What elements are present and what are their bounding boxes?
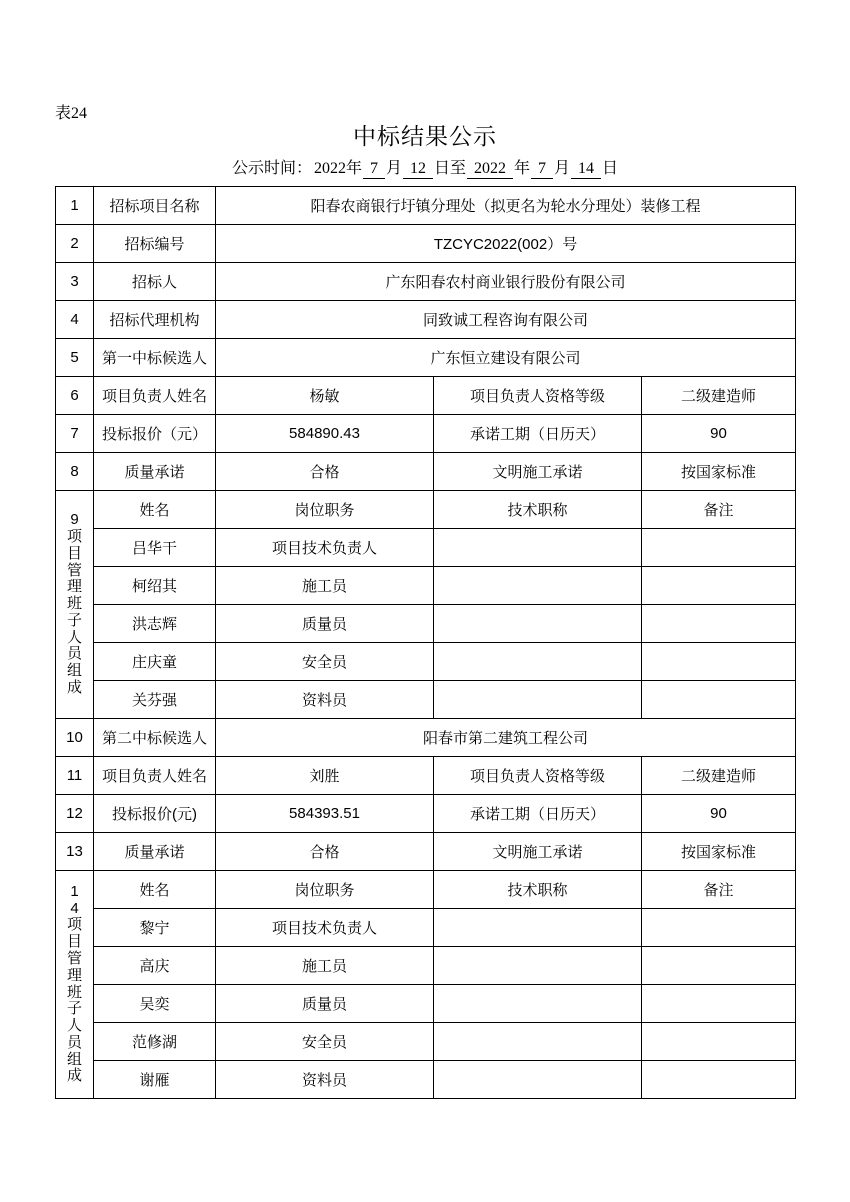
row-value: 584890.43 [216, 415, 434, 453]
member-name: 高庆 [94, 947, 216, 985]
member-name: 庄庆童 [94, 643, 216, 681]
row-value: 同致诚工程咨询有限公司 [216, 301, 796, 339]
table-row [56, 1061, 796, 1099]
member-remark [642, 643, 796, 681]
row-label: 项目负责人姓名 [94, 757, 216, 795]
row-value: 阳春农商银行圩镇分理处（拟更名为轮水分理处）装修工程 [216, 187, 796, 225]
row-value-2: 按国家标准 [642, 453, 796, 491]
table-row [56, 187, 796, 225]
member-title [434, 985, 642, 1023]
notice-prefix: 公示时间： [231, 160, 312, 177]
member-title [434, 1023, 642, 1061]
member-post: 资料员 [216, 681, 434, 719]
table-row [56, 567, 796, 605]
row-label: 质量承诺 [94, 833, 216, 871]
row-index: 3 [56, 263, 94, 301]
row-label-2: 文明施工承诺 [434, 453, 642, 491]
table-row [56, 529, 796, 567]
table-row [56, 605, 796, 643]
row-label: 招标项目名称 [94, 187, 216, 225]
member-post: 项目技术负责人 [216, 909, 434, 947]
member-remark [642, 909, 796, 947]
team-header-post: 岗位职务 [216, 491, 434, 529]
member-remark [642, 529, 796, 567]
team-header-remark: 备注 [642, 491, 796, 529]
member-title [434, 681, 642, 719]
notice-day1-unit: 日至 [433, 160, 466, 177]
row-label: 招标人 [94, 263, 216, 301]
team-vertical-label [56, 871, 94, 1099]
table-row [56, 833, 796, 871]
member-title [434, 643, 642, 681]
member-remark [642, 1061, 796, 1099]
row-index: 2 [56, 225, 94, 263]
row-label: 投标报价(元) [94, 795, 216, 833]
table-row [56, 681, 796, 719]
row-value-2: 二级建造师 [642, 757, 796, 795]
member-remark [642, 681, 796, 719]
notice-year1: 2022年 [313, 160, 362, 177]
row-value: 584393.51 [216, 795, 434, 833]
member-remark [642, 567, 796, 605]
notice-period [0, 155, 850, 179]
row-label: 招标代理机构 [94, 301, 216, 339]
table-row [56, 301, 796, 339]
table-row [56, 871, 796, 909]
team-vertical-label-body: 项目管理班子人员组成 [67, 527, 83, 697]
row-label-2: 承诺工期（日历天） [434, 415, 642, 453]
notice-month2: 7 [531, 160, 553, 179]
member-title [434, 567, 642, 605]
team-vertical-label [56, 491, 94, 719]
row-index: 5 [56, 339, 94, 377]
row-label: 第一中标候选人 [94, 339, 216, 377]
notice-month2-unit: 月 [554, 160, 571, 177]
table-row [56, 415, 796, 453]
notice-month1: 7 [363, 160, 385, 179]
row-value-2: 90 [642, 415, 796, 453]
member-title [434, 529, 642, 567]
member-post: 安全员 [216, 643, 434, 681]
table-row [56, 263, 796, 301]
row-label-2: 项目负责人资格等级 [434, 757, 642, 795]
row-value: 合格 [216, 453, 434, 491]
table-row [56, 795, 796, 833]
member-post: 安全员 [216, 1023, 434, 1061]
row-index: 11 [56, 757, 94, 795]
member-name: 吴奕 [94, 985, 216, 1023]
member-post: 施工员 [216, 947, 434, 985]
table-row [56, 643, 796, 681]
member-remark [642, 947, 796, 985]
row-value-2: 按国家标准 [642, 833, 796, 871]
row-index: 1 [56, 187, 94, 225]
row-label-2: 文明施工承诺 [434, 833, 642, 871]
team-header-name: 姓名 [94, 871, 216, 909]
member-post: 质量员 [216, 605, 434, 643]
table-row [56, 453, 796, 491]
member-name: 黎宁 [94, 909, 216, 947]
member-remark [642, 1023, 796, 1061]
notice-year2: 2022 [467, 160, 513, 179]
member-name: 谢雁 [94, 1061, 216, 1099]
bid-result-table [55, 186, 796, 1099]
row-index: 12 [56, 795, 94, 833]
team-header-title: 技术职称 [434, 491, 642, 529]
member-title [434, 947, 642, 985]
notice-day2-unit: 日 [602, 160, 619, 177]
team-vertical-label-body: 项目管理班子人员组成 [67, 916, 83, 1085]
row-value: 阳春市第二建筑工程公司 [216, 719, 796, 757]
team-vertical-label-text: 14 [70, 882, 79, 917]
row-label: 质量承诺 [94, 453, 216, 491]
row-label-2: 承诺工期（日历天） [434, 795, 642, 833]
team-header-post: 岗位职务 [216, 871, 434, 909]
row-index: 10 [56, 719, 94, 757]
table-row [56, 1023, 796, 1061]
team-header-remark: 备注 [642, 871, 796, 909]
member-remark [642, 985, 796, 1023]
row-index: 6 [56, 377, 94, 415]
row-label: 投标报价（元） [94, 415, 216, 453]
team-vertical-label-text: 9 [70, 511, 79, 529]
notice-month1-unit: 月 [385, 160, 402, 177]
row-value-2: 90 [642, 795, 796, 833]
row-index: 4 [56, 301, 94, 339]
page-title: 中标结果公示 [353, 123, 497, 149]
member-post: 施工员 [216, 567, 434, 605]
notice-day2: 14 [571, 160, 601, 179]
table-row [56, 909, 796, 947]
table-row [56, 757, 796, 795]
member-name: 柯绍其 [94, 567, 216, 605]
row-value: 广东恒立建设有限公司 [216, 339, 796, 377]
form-number: 表24 [55, 105, 88, 122]
notice-year2-unit: 年 [514, 160, 531, 177]
team-header-name: 姓名 [94, 491, 216, 529]
member-name: 吕华干 [94, 529, 216, 567]
member-title [434, 605, 642, 643]
row-label: 项目负责人姓名 [94, 377, 216, 415]
table-row [56, 225, 796, 263]
row-value: 广东阳春农村商业银行股份有限公司 [216, 263, 796, 301]
member-name: 洪志辉 [94, 605, 216, 643]
member-title [434, 1061, 642, 1099]
notice-day1: 12 [403, 160, 433, 179]
table-row [56, 339, 796, 377]
row-index: 8 [56, 453, 94, 491]
table-row [56, 377, 796, 415]
row-value: TZCYC2022(002）号 [216, 225, 796, 263]
row-label: 招标编号 [94, 225, 216, 263]
member-title [434, 909, 642, 947]
table-row [56, 719, 796, 757]
table-row [56, 947, 796, 985]
member-remark [642, 605, 796, 643]
table-row [56, 491, 796, 529]
row-label: 第二中标候选人 [94, 719, 216, 757]
row-index: 7 [56, 415, 94, 453]
member-name: 关芬强 [94, 681, 216, 719]
row-index: 13 [56, 833, 94, 871]
member-name: 范修湖 [94, 1023, 216, 1061]
table-row [56, 985, 796, 1023]
row-value: 合格 [216, 833, 434, 871]
member-post: 质量员 [216, 985, 434, 1023]
team-header-title: 技术职称 [434, 871, 642, 909]
row-value-2: 二级建造师 [642, 377, 796, 415]
member-post: 项目技术负责人 [216, 529, 434, 567]
row-value: 刘胜 [216, 757, 434, 795]
row-label-2: 项目负责人资格等级 [434, 377, 642, 415]
row-value: 杨敏 [216, 377, 434, 415]
member-post: 资料员 [216, 1061, 434, 1099]
